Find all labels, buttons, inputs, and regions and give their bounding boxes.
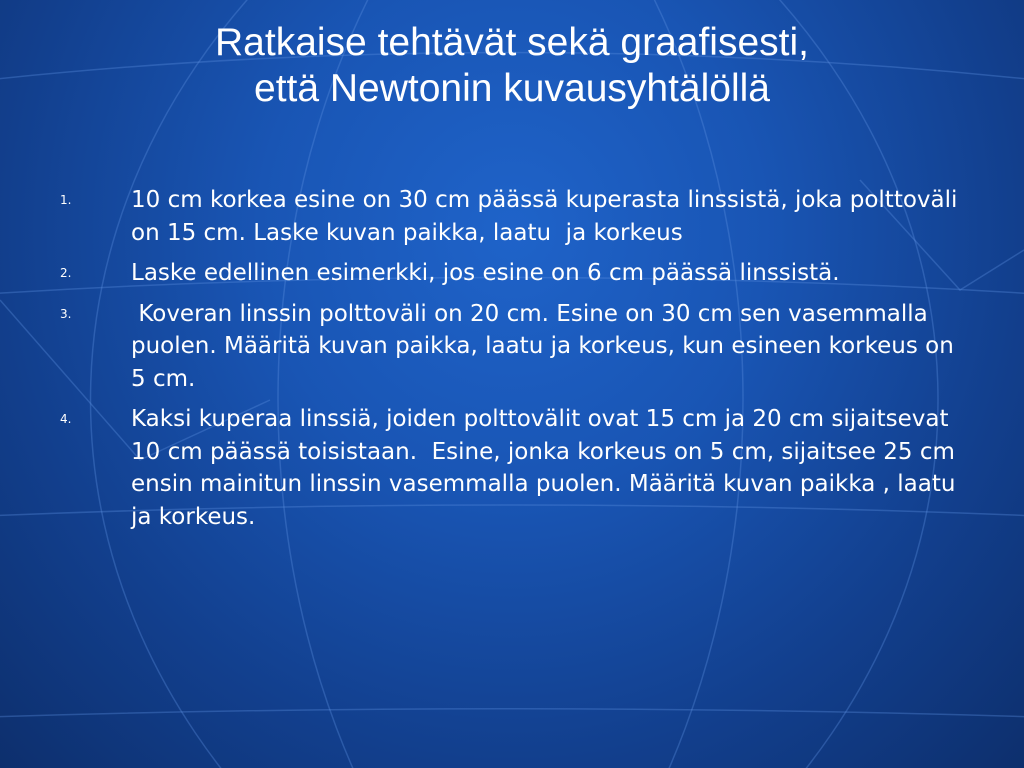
exercise-item-2 [60,257,960,290]
exercise-text-2: Laske edellinen esimerkki, jos esine on 6 cm päässä linssistä. [131,260,840,286]
exercise-number-4: 4. [60,412,72,426]
exercise-list [60,184,965,541]
exercise-number-2: 2. [60,266,72,280]
exercise-number-3: 3. [60,306,72,321]
slide-title-line-1: Ratkaise tehtävät sekä graafisesti, [215,21,809,64]
exercise-item-3 [60,298,960,396]
exercise-text-3: Koveran linssin polttoväli on 20 cm. Esine on 30 cm sen vasemmalla puolen. Määritä kuvan paikka, laatu ja korkeus, kun esineen korkeus on 5 cm. [131,300,962,392]
exercise-number-1: 1. [60,193,72,207]
exercise-text-1: 10 cm korkea esine on 30 cm päässä kuperasta linssistä, joka polttoväli on 15 cm. Laske kuvan paikka, laatu ja korkeus [131,187,965,246]
slide-title-line-2: että Newtonin kuvausyhtälöllä [254,67,770,110]
exercise-item-4 [60,403,963,533]
slide-title [0,20,1024,112]
exercise-text-4: Kaksi kuperaa linssiä, joiden polttovälit ovat 15 cm ja 20 cm sijaitsevat 10 cm päässä toisistaan. Esine, jonka korkeus on 5 cm, sijaitsee 25 cm ensin mainitun linssin vasemmalla puolen. Määritä kuvan paikka , laatu ja korkeus. [131,406,963,530]
exercise-item-1 [60,184,965,249]
